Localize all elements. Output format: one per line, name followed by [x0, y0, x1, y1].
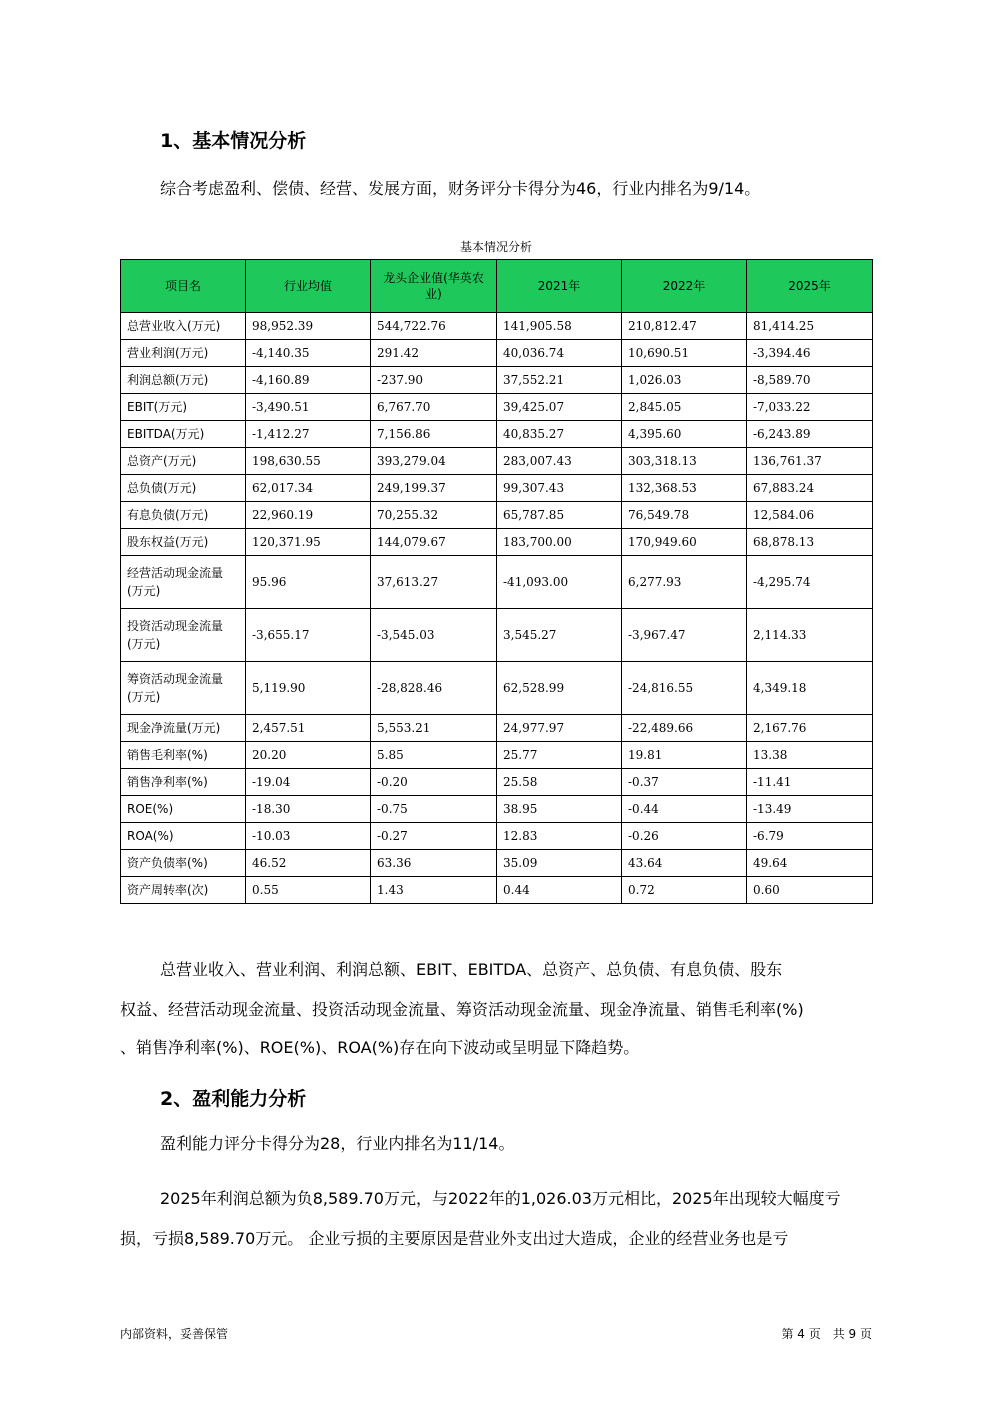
row-value: 43.64 — [622, 850, 747, 877]
row-label: 投资活动现金流量(万元) — [121, 609, 246, 662]
row-value: 120,371.95 — [246, 529, 371, 556]
row-value: 183,700.00 — [497, 529, 622, 556]
row-value: 12,584.06 — [747, 502, 873, 529]
table-row — [121, 877, 873, 904]
row-label: EBIT(万元) — [121, 394, 246, 421]
row-value: 70,255.32 — [371, 502, 497, 529]
row-value: 6,277.93 — [622, 556, 747, 609]
row-value: 5,553.21 — [371, 715, 497, 742]
section-1-heading: 1、基本情况分析 — [160, 130, 307, 152]
trend-text-line-2: 权益、经营活动现金流量、投资活动现金流量、筹资活动现金流量、现金净流量、销售毛利率(%) — [120, 1000, 804, 1019]
row-value: 249,199.37 — [371, 475, 497, 502]
row-value: 24,977.97 — [497, 715, 622, 742]
row-value: 2,167.76 — [747, 715, 873, 742]
row-value: -6.79 — [747, 823, 873, 850]
row-label: ROA(%) — [121, 823, 246, 850]
row-label: 利润总额(万元) — [121, 367, 246, 394]
row-value: 25.77 — [497, 742, 622, 769]
table-header-row — [121, 260, 873, 313]
row-value: -24,816.55 — [622, 662, 747, 715]
row-value: 46.52 — [246, 850, 371, 877]
row-value: 37,613.27 — [371, 556, 497, 609]
row-value: -0.20 — [371, 769, 497, 796]
row-value: -237.90 — [371, 367, 497, 394]
row-value: -11.41 — [747, 769, 873, 796]
section-2-summary: 盈利能力评分卡得分为28，行业内排名为11/14。 — [160, 1134, 515, 1153]
row-label: 销售净利率(%) — [121, 769, 246, 796]
row-value: -0.27 — [371, 823, 497, 850]
row-label: EBITDA(万元) — [121, 421, 246, 448]
row-label: 资产周转率(次) — [121, 877, 246, 904]
row-value: -3,967.47 — [622, 609, 747, 662]
row-value: 144,079.67 — [371, 529, 497, 556]
footer-confidential: 内部资料，妥善保管 — [120, 1327, 229, 1341]
row-value: 170,949.60 — [622, 529, 747, 556]
row-value: 65,787.85 — [497, 502, 622, 529]
row-value: 303,318.13 — [622, 448, 747, 475]
row-value: 2,457.51 — [246, 715, 371, 742]
row-value: 0.55 — [246, 877, 371, 904]
row-value: -3,655.17 — [246, 609, 371, 662]
table-row — [121, 502, 873, 529]
row-value: 132,368.53 — [622, 475, 747, 502]
row-value: -13.49 — [747, 796, 873, 823]
row-label: 营业利润(万元) — [121, 340, 246, 367]
row-value: 1,026.03 — [622, 367, 747, 394]
row-value: -6,243.89 — [747, 421, 873, 448]
row-value: 95.96 — [246, 556, 371, 609]
row-label: ROE(%) — [121, 796, 246, 823]
section-2-detail-line-1: 2025年利润总额为负8,589.70万元，与2022年的1,026.03万元相比，2025年出现较大幅度亏 — [160, 1189, 841, 1208]
row-label: 资产负债率(%) — [121, 850, 246, 877]
row-value: 19.81 — [622, 742, 747, 769]
row-value: -0.37 — [622, 769, 747, 796]
table-row — [121, 394, 873, 421]
row-value: -0.44 — [622, 796, 747, 823]
row-value: 35.09 — [497, 850, 622, 877]
section-2-heading: 2、盈利能力分析 — [160, 1088, 307, 1110]
row-value: 10,690.51 — [622, 340, 747, 367]
header-leader-value: 龙头企业值(华英农业) — [371, 260, 497, 313]
header-item-name: 项目名 — [121, 260, 246, 313]
row-value: 393,279.04 — [371, 448, 497, 475]
row-value: 5.85 — [371, 742, 497, 769]
row-value: -3,545.03 — [371, 609, 497, 662]
row-value: 13.38 — [747, 742, 873, 769]
row-label: 销售毛利率(%) — [121, 742, 246, 769]
table-row — [121, 715, 873, 742]
row-label: 筹资活动现金流量(万元) — [121, 662, 246, 715]
row-value: -4,295.74 — [747, 556, 873, 609]
table-row — [121, 850, 873, 877]
row-value: 7,156.86 — [371, 421, 497, 448]
table-row — [121, 823, 873, 850]
row-value: 98,952.39 — [246, 313, 371, 340]
row-label: 股东权益(万元) — [121, 529, 246, 556]
table-row — [121, 340, 873, 367]
row-value: -10.03 — [246, 823, 371, 850]
row-value: 99,307.43 — [497, 475, 622, 502]
row-value: -7,033.22 — [747, 394, 873, 421]
row-value: -0.75 — [371, 796, 497, 823]
row-value: 2,845.05 — [622, 394, 747, 421]
row-value: 12.83 — [497, 823, 622, 850]
row-value: 210,812.47 — [622, 313, 747, 340]
row-value: 283,007.43 — [497, 448, 622, 475]
row-value: 136,761.37 — [747, 448, 873, 475]
row-value: 62,528.99 — [497, 662, 622, 715]
table-row — [121, 609, 873, 662]
table-row — [121, 448, 873, 475]
row-value: 38.95 — [497, 796, 622, 823]
table-row — [121, 742, 873, 769]
row-value: -4,140.35 — [246, 340, 371, 367]
table-row — [121, 662, 873, 715]
table-row — [121, 367, 873, 394]
row-value: -8,589.70 — [747, 367, 873, 394]
row-value: 0.72 — [622, 877, 747, 904]
table-row — [121, 529, 873, 556]
row-label: 现金净流量(万元) — [121, 715, 246, 742]
row-value: 6,767.70 — [371, 394, 497, 421]
header-2022: 2022年 — [622, 260, 747, 313]
table-row — [121, 796, 873, 823]
row-value: 81,414.25 — [747, 313, 873, 340]
row-value: 49.64 — [747, 850, 873, 877]
header-2025: 2025年 — [747, 260, 873, 313]
row-value: 20.20 — [246, 742, 371, 769]
row-value: 40,036.74 — [497, 340, 622, 367]
row-value: 2,114.33 — [747, 609, 873, 662]
row-value: 198,630.55 — [246, 448, 371, 475]
row-value: -41,093.00 — [497, 556, 622, 609]
row-value: 68,878.13 — [747, 529, 873, 556]
section-1-summary: 综合考虑盈利、偿债、经营、发展方面，财务评分卡得分为46，行业内排名为9/14。 — [160, 179, 761, 198]
row-value: 22,960.19 — [246, 502, 371, 529]
table-caption: 基本情况分析 — [459, 240, 532, 254]
row-value: -3,490.51 — [246, 394, 371, 421]
table-row — [121, 475, 873, 502]
table-row — [121, 769, 873, 796]
row-value: 62,017.34 — [246, 475, 371, 502]
row-label: 经营活动现金流量(万元) — [121, 556, 246, 609]
row-value: -28,828.46 — [371, 662, 497, 715]
row-value: 5,119.90 — [246, 662, 371, 715]
row-value: -22,489.66 — [622, 715, 747, 742]
row-value: -3,394.46 — [747, 340, 873, 367]
row-label: 总负债(万元) — [121, 475, 246, 502]
row-value: 0.44 — [497, 877, 622, 904]
row-value: 63.36 — [371, 850, 497, 877]
header-2021: 2021年 — [497, 260, 622, 313]
row-value: 4,349.18 — [747, 662, 873, 715]
row-value: 39,425.07 — [497, 394, 622, 421]
row-label: 总营业收入(万元) — [121, 313, 246, 340]
row-value: 1.43 — [371, 877, 497, 904]
row-value: 291.42 — [371, 340, 497, 367]
row-value: 40,835.27 — [497, 421, 622, 448]
row-value: 141,905.58 — [497, 313, 622, 340]
row-value: -18.30 — [246, 796, 371, 823]
row-value: 0.60 — [747, 877, 873, 904]
table-row — [121, 313, 873, 340]
row-label: 有息负债(万元) — [121, 502, 246, 529]
row-value: 3,545.27 — [497, 609, 622, 662]
table-row — [121, 421, 873, 448]
row-value: -0.26 — [622, 823, 747, 850]
trend-text-line-1: 总营业收入、营业利润、利润总额、EBIT、EBITDA、总资产、总负债、有息负债、股东 — [160, 960, 783, 979]
row-value: 67,883.24 — [747, 475, 873, 502]
row-value: -4,160.89 — [246, 367, 371, 394]
basic-analysis-table — [120, 259, 873, 904]
row-value: 4,395.60 — [622, 421, 747, 448]
row-value: -1,412.27 — [246, 421, 371, 448]
row-value: 544,722.76 — [371, 313, 497, 340]
table-row — [121, 556, 873, 609]
row-value: 25.58 — [497, 769, 622, 796]
row-value: 37,552.21 — [497, 367, 622, 394]
table-body — [121, 313, 873, 904]
row-value: 76,549.78 — [622, 502, 747, 529]
footer-page-number: 第 4 页 共 9 页 — [781, 1327, 872, 1341]
row-value: -19.04 — [246, 769, 371, 796]
row-label: 总资产(万元) — [121, 448, 246, 475]
trend-text-line-3: 、销售净利率(%)、ROE(%)、ROA(%)存在向下波动或呈明显下降趋势。 — [120, 1038, 640, 1057]
section-2-detail-line-2: 损，亏损8,589.70万元。 企业亏损的主要原因是营业外支出过大造成，企业的经营业务也是亏 — [120, 1229, 789, 1248]
header-industry-avg: 行业均值 — [246, 260, 371, 313]
